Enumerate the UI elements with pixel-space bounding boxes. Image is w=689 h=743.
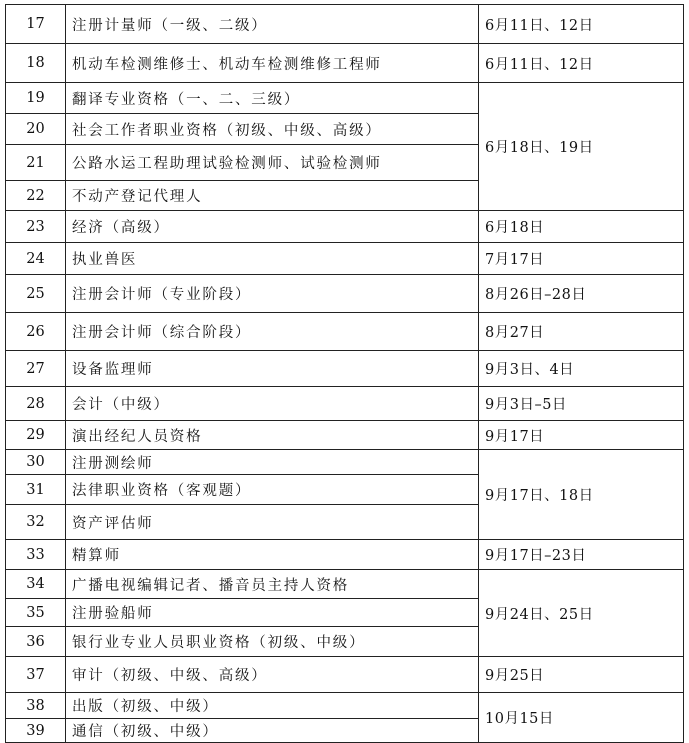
exam-name: 通信（初级、中级）	[66, 719, 479, 743]
exam-date: 6月11日、12日	[479, 5, 684, 44]
table-row	[6, 275, 684, 313]
row-number: 21	[6, 145, 66, 181]
row-number: 18	[6, 44, 66, 83]
row-number: 28	[6, 387, 66, 421]
exam-name: 社会工作者职业资格（初级、中级、高级）	[66, 114, 479, 145]
exam-name: 广播电视编辑记者、播音员主持人资格	[66, 570, 479, 599]
table-row	[6, 5, 684, 44]
exam-date: 6月18日、19日	[479, 83, 684, 211]
exam-date: 8月26日–28日	[479, 275, 684, 313]
exam-date: 6月18日	[479, 211, 684, 243]
exam-name: 注册验船师	[66, 599, 479, 627]
row-number: 30	[6, 450, 66, 475]
table-row	[6, 351, 684, 387]
row-number: 34	[6, 570, 66, 599]
exam-date: 9月17日–23日	[479, 540, 684, 570]
exam-name: 精算师	[66, 540, 479, 570]
table-row	[6, 693, 684, 719]
table-row	[6, 387, 684, 421]
row-number: 32	[6, 505, 66, 540]
exam-date: 9月25日	[479, 657, 684, 693]
table-row	[6, 450, 684, 475]
row-number: 39	[6, 719, 66, 743]
table-row	[6, 570, 684, 599]
table-row	[6, 657, 684, 693]
exam-date: 7月17日	[479, 243, 684, 275]
table-row	[6, 540, 684, 570]
exam-date: 8月27日	[479, 313, 684, 351]
row-number: 26	[6, 313, 66, 351]
exam-date: 9月3日、4日	[479, 351, 684, 387]
exam-name: 注册会计师（综合阶段）	[66, 313, 479, 351]
row-number: 35	[6, 599, 66, 627]
exam-date: 9月17日	[479, 421, 684, 450]
table-row	[6, 44, 684, 83]
exam-schedule-table	[5, 4, 684, 743]
exam-date: 9月24日、25日	[479, 570, 684, 657]
exam-name: 银行业专业人员职业资格（初级、中级）	[66, 627, 479, 657]
row-number: 31	[6, 475, 66, 505]
row-number: 22	[6, 181, 66, 211]
exam-name: 法律职业资格（客观题）	[66, 475, 479, 505]
exam-name: 翻译专业资格（一、二、三级）	[66, 83, 479, 114]
exam-date: 6月11日、12日	[479, 44, 684, 83]
exam-date: 10月15日	[479, 693, 684, 743]
exam-name: 设备监理师	[66, 351, 479, 387]
row-number: 36	[6, 627, 66, 657]
exam-name: 公路水运工程助理试验检测师、试验检测师	[66, 145, 479, 181]
row-number: 37	[6, 657, 66, 693]
exam-name: 会计（中级）	[66, 387, 479, 421]
exam-schedule	[5, 4, 684, 743]
table-row	[6, 243, 684, 275]
row-number: 17	[6, 5, 66, 44]
table-row	[6, 83, 684, 114]
exam-name: 机动车检测维修士、机动车检测维修工程师	[66, 44, 479, 83]
row-number: 33	[6, 540, 66, 570]
exam-date: 9月3日–5日	[479, 387, 684, 421]
exam-name: 执业兽医	[66, 243, 479, 275]
exam-name: 注册测绘师	[66, 450, 479, 475]
table-row	[6, 313, 684, 351]
row-number: 19	[6, 83, 66, 114]
table-row	[6, 211, 684, 243]
row-number: 23	[6, 211, 66, 243]
row-number: 20	[6, 114, 66, 145]
exam-name: 演出经纪人员资格	[66, 421, 479, 450]
exam-name: 注册会计师（专业阶段）	[66, 275, 479, 313]
row-number: 29	[6, 421, 66, 450]
row-number: 24	[6, 243, 66, 275]
row-number: 27	[6, 351, 66, 387]
exam-date: 9月17日、18日	[479, 450, 684, 540]
exam-name: 注册计量师（一级、二级）	[66, 5, 479, 44]
row-number: 25	[6, 275, 66, 313]
exam-name: 不动产登记代理人	[66, 181, 479, 211]
row-number: 38	[6, 693, 66, 719]
exam-name: 出版（初级、中级）	[66, 693, 479, 719]
exam-name: 经济（高级）	[66, 211, 479, 243]
exam-name: 资产评估师	[66, 505, 479, 540]
table-row	[6, 421, 684, 450]
exam-name: 审计（初级、中级、高级）	[66, 657, 479, 693]
